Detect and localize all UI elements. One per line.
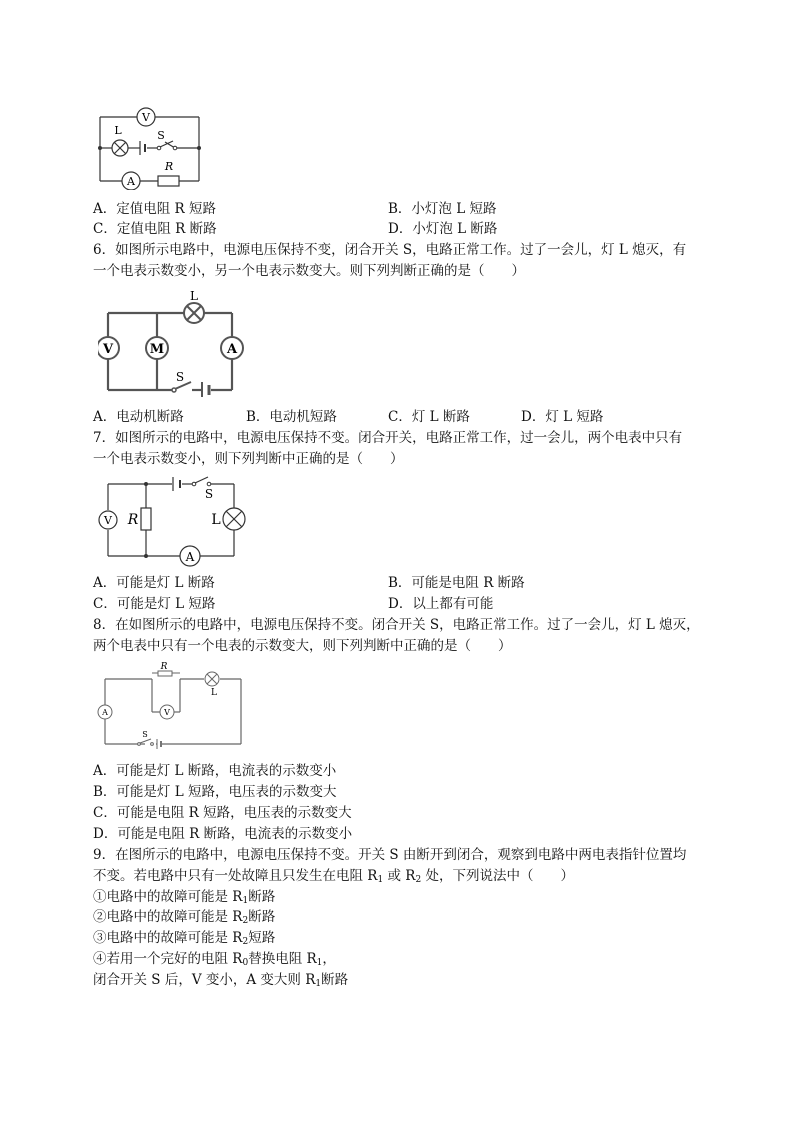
- q7-option-c[interactable]: C．可能是灯 L 短路: [93, 596, 216, 612]
- subscript: 0: [242, 958, 249, 968]
- q9-statement-4[interactable]: [93, 950, 336, 972]
- q7-option-b[interactable]: B．可能是电阻 R 断路: [388, 575, 525, 591]
- q8-option-a[interactable]: A．可能是灯 L 断路，电流表的示数变小: [93, 763, 337, 779]
- voltmeter-label: V: [142, 111, 150, 124]
- ammeter-label: A: [226, 342, 238, 357]
- switch-label: S: [142, 730, 148, 739]
- battery-icon: [140, 141, 145, 155]
- ammeter-label: A: [102, 708, 108, 717]
- q7-stem-line1: 7．如图所示的电路中，电源电压保持不变。闭合开关，电路正常工作，过一会儿，两个电表中只有: [93, 430, 683, 446]
- switch-label: S: [157, 129, 165, 142]
- q8-option-c[interactable]: C．可能是电阻 R 短路，电压表的示数变大: [93, 805, 352, 821]
- subscript: 1: [315, 979, 322, 989]
- q9-statement-2[interactable]: [93, 908, 275, 930]
- lamp-icon: [184, 303, 204, 323]
- statement-text: ②电路中的故障可能是 R: [93, 909, 243, 925]
- statement-text: 闭合开关 S 后，V 变小，A 变大则 R: [93, 972, 316, 988]
- q9-statement-1[interactable]: [93, 888, 275, 910]
- lamp-label: L: [211, 512, 221, 528]
- q5-option-c[interactable]: C．定值电阻 R 断路: [93, 221, 217, 237]
- q8-option-d[interactable]: D．可能是电阻 R 断路，电流表的示数变小: [93, 826, 353, 842]
- q5-option-b[interactable]: B．小灯泡 L 短路: [388, 201, 497, 217]
- resistor-label: R: [127, 512, 139, 528]
- q8-circuit-diagram: [94, 662, 246, 752]
- statement-text: 断路: [321, 972, 349, 988]
- q6-option-c[interactable]: C．灯 L 断路: [388, 409, 470, 425]
- switch-icon: [192, 477, 211, 486]
- q6-stem-line2: 一个电表示数变小，另一个电表示数变大。则下列判断正确的是（ ）: [93, 263, 525, 279]
- statement-text: ①电路中的故障可能是 R: [93, 889, 243, 905]
- subscript: 1: [377, 875, 384, 885]
- junction-dot: [144, 554, 148, 558]
- q6-option-b[interactable]: B．电动机短路: [246, 409, 337, 425]
- switch-label: S: [204, 487, 214, 501]
- voltmeter-label: V: [164, 708, 170, 717]
- ammeter-label: A: [185, 550, 195, 564]
- junction-dot: [98, 146, 102, 150]
- statement-text: ，: [322, 951, 336, 967]
- statement-text: ④若用一个完好的电阻 R: [93, 951, 243, 967]
- q5-circuit-diagram: [95, 104, 205, 190]
- q8-stem-line1: 8．在如图所示的电路中，电源电压保持不变。闭合开关 S，电路正常工作。过了一会儿，灯 L 熄灭，: [93, 617, 700, 633]
- statement-text: ③电路中的故障可能是 R: [93, 930, 243, 946]
- battery-icon: [202, 382, 209, 397]
- subscript: 2: [415, 875, 422, 885]
- lamp-label: L: [211, 688, 217, 698]
- resistor-label: R: [164, 160, 174, 173]
- q7-option-a[interactable]: A．可能是灯 L 断路: [93, 575, 215, 591]
- resistor-icon: [158, 176, 179, 186]
- junction-dot: [144, 482, 148, 486]
- resistor-icon: [141, 508, 151, 530]
- subscript: 1: [242, 896, 249, 906]
- q9-stem-text: 处，下列说法中（ ）: [425, 868, 574, 884]
- q6-option-d[interactable]: D．灯 L 短路: [521, 409, 604, 425]
- battery-icon: [157, 739, 161, 749]
- switch-icon: [138, 739, 154, 745]
- q9-stem-line2: [93, 867, 574, 889]
- q6-stem-line1: 6．如图所示电路中，电源电压保持不变，闭合开关 S，电路正常工作。过了一会儿，灯 L 熄灭，有: [93, 242, 687, 258]
- q9-stem-text: 不变。若电路中只有一处故障且只发生在电阻 R: [93, 868, 378, 884]
- switch-icon: [157, 141, 177, 150]
- statement-text: 断路: [248, 889, 276, 905]
- q8-stem-line2: 两个电表中只有一个电表的示数变大，则下列判断中正确的是（ ）: [93, 638, 512, 654]
- lamp-icon: [205, 672, 219, 686]
- q6-circuit-diagram: [98, 289, 248, 397]
- motor-label: M: [149, 342, 165, 357]
- subscript: 2: [242, 937, 249, 947]
- q6-option-a[interactable]: A．电动机断路: [93, 409, 184, 425]
- switch-label: S: [175, 370, 185, 384]
- junction-dot: [197, 146, 201, 150]
- lamp-icon: [112, 140, 128, 156]
- statement-text: 短路: [248, 930, 276, 946]
- q9-statement-4-cont: [93, 971, 348, 993]
- lamp-label: L: [114, 124, 122, 137]
- q7-circuit-diagram: [96, 474, 252, 570]
- voltmeter-label: V: [102, 342, 114, 357]
- q9-stem-line1: 9．在图所示的电路中，电源电压保持不变。开关 S 由断开到闭合，观察到电路中两电表指针位置均: [93, 847, 687, 863]
- ammeter-label: A: [127, 175, 135, 188]
- q9-statement-3[interactable]: [93, 929, 275, 951]
- q8-option-b[interactable]: B．可能是灯 L 短路，电压表的示数变大: [93, 784, 337, 800]
- resistor-label: R: [160, 662, 168, 672]
- voltmeter-label: V: [104, 514, 112, 527]
- q7-option-d[interactable]: D．以上都有可能: [388, 596, 494, 612]
- q5-option-d[interactable]: D．小灯泡 L 断路: [388, 221, 498, 237]
- lamp-icon: [223, 508, 245, 530]
- lamp-label: L: [190, 289, 198, 303]
- statement-text: 替换电阻 R: [248, 951, 317, 967]
- q7-stem-line2: 一个电表示数变小，则下列判断中正确的是（ ）: [93, 451, 404, 467]
- battery-icon: [173, 477, 180, 491]
- statement-text: 断路: [248, 909, 276, 925]
- subscript: 1: [316, 958, 323, 968]
- q9-stem-text: 或 R: [387, 868, 416, 884]
- subscript: 2: [242, 916, 249, 926]
- q5-option-a[interactable]: A．定值电阻 R 短路: [93, 201, 216, 217]
